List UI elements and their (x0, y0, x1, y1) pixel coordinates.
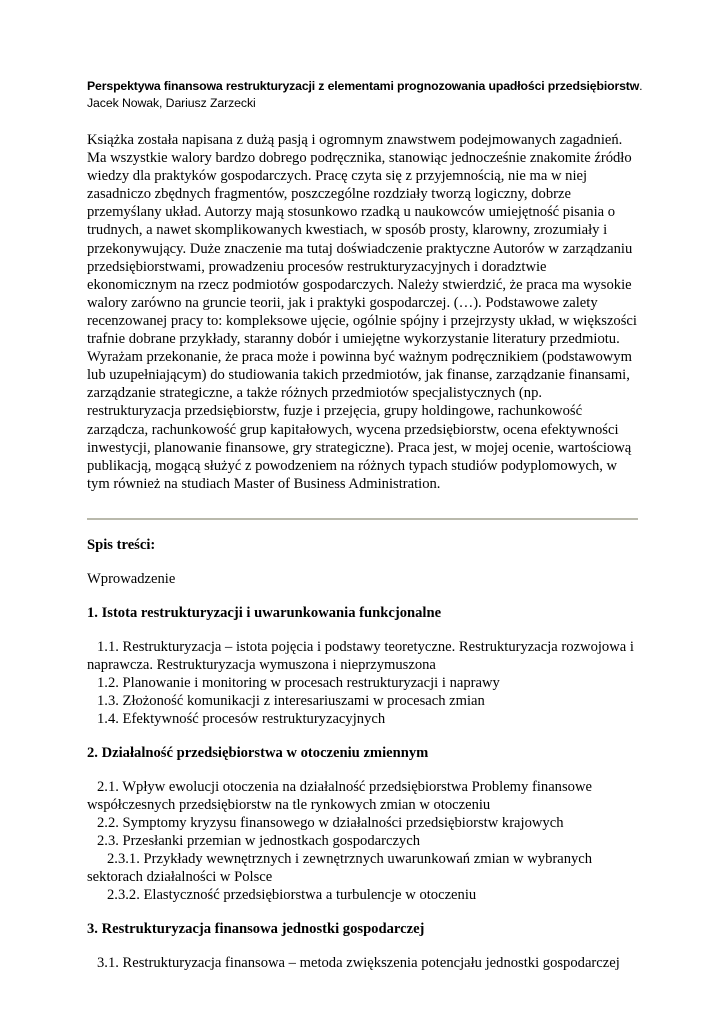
review-line: Książka została napisana z dużą pasją i ogromnym znawstwem podejmowanych zagadnień. (87, 132, 623, 148)
toc-entry: 3.1. Restrukturyzacja finansowa – metoda zwiększenia potencjału jednostki gospodarczej (97, 954, 620, 971)
review-line: przekonywujący. Duże znaczenie ma tutaj doświadczenie praktyczne Autorów w zarządzaniu (87, 240, 633, 257)
toc-entry: 1.4. Efektywność procesów restrukturyzacyjnych (97, 710, 386, 727)
review-line: zasadniczo zbędnych fragmentów, poszczególne rozdziały tworzą logiczny, dobrze (87, 186, 571, 203)
review-paragraph (87, 131, 639, 493)
review-line: tym również na studiach Master of Business Administration. (87, 475, 441, 492)
review-line: trudnych, a nawet skomplikowanych kwestiach, w sposób prosty, klarowny, zrozumiały i (87, 222, 608, 239)
toc-entry-continuation: współczesnych przedsiębiorstw na tle rynkowych zmian w otoczeniu (87, 796, 491, 813)
review-line: ekonomicznym na rzecz podmiotów gospodarczych. Należy stwierdzić, że praca ma wysokie (87, 276, 632, 293)
review-line: recenzowanej pracy to: kompleksowe ujęcie, ogólnie spójny i przejrzysty układ, w większości (87, 312, 637, 329)
toc-entry: 1.1. Restrukturyzacja – istota pojęcia i podstawy teoretyczne. Restrukturyzacja rozwojowa i (97, 638, 634, 655)
review-line: trafnie dobrane przykłady, staranny dobór i umiejętne wykorzystanie literatury przedmiotu. (87, 331, 620, 348)
toc-entry: 2.1. Wpływ ewolucji otoczenia na działalność przedsiębiorstwa Problemy finansowe (97, 778, 592, 795)
toc-entry: 2.2. Symptomy kryzysu finansowego w działalności przedsiębiorstw krajowych (97, 814, 564, 831)
book-title-text: Perspektywa finansowa restrukturyzacji z elementami prognozowania upadłości przedsiębiorstw (87, 79, 640, 93)
review-line: Wyrażam przekonanie, że praca może i powinna być ważnym podręcznikiem (podstawowym (87, 349, 632, 366)
book-title (87, 78, 643, 95)
review-line: restrukturyzacja przedsiębiorstw, fuzje i przejęcia, grupy holdingowe, rachunkowość (87, 403, 583, 420)
document-page (87, 78, 643, 972)
chapter-2-title: 2. Działalność przedsiębiorstwa w otoczeniu zmiennym (87, 744, 429, 761)
chapter-3-title: 3. Restrukturyzacja finansowa jednostki gospodarczej (87, 920, 425, 937)
toc-entry-continuation: naprawcza. Restrukturyzacja wymuszona i nieprzymuszona (87, 656, 436, 673)
toc-subentry: 2.3.1. Przykłady wewnętrznych i zewnętrznych uwarunkowań zmian w wybranych (107, 850, 593, 867)
book-title-period: . (639, 79, 643, 93)
review-line: lub uzupełniającym) do studiowania takich przedmiotów, jak finanse, zarządzanie finansami, (87, 367, 630, 384)
review-line: przemyślany układ. Autorzy mają stosunkowo rzadką u naukowców umiejętność pisania o (87, 204, 616, 221)
review-line: Ma wszystkie walory bardzo dobrego podręcznika, stanowiąc jednocześnie znakomite źródło (87, 150, 632, 167)
toc-subentry: 2.3.2. Elastyczność przedsiębiorstwa a turbulencje w otoczeniu (107, 886, 477, 903)
table-of-contents (87, 536, 639, 972)
chapter-2-items (87, 778, 639, 904)
chapter-3-items (87, 954, 639, 972)
review-line: inwestycji, planowanie finansowe, gry strategiczne). Praca jest, w mojej ocenie, wartościową (87, 439, 632, 456)
review-line: zarządcza, rachunkowość grup kapitałowych, wycena przedsiębiorstw, ocena efektywności (87, 421, 619, 438)
review-line: przedsiębiorstwami, prowadzeniu procesów restrukturyzacyjnych i doradztwie (87, 258, 547, 275)
toc-entry: 1.2. Planowanie i monitoring w procesach restrukturyzacji i naprawy (97, 674, 500, 691)
book-authors: Jacek Nowak, Dariusz Zarzecki (87, 96, 256, 110)
toc-entry: 1.3. Złożoność komunikacji z interesariuszami w procesach zmian (97, 692, 485, 709)
review-line: wiedzy dla praktyków gospodarczych. Pracę czyta się z przyjemnością, nie ma w niej (87, 168, 588, 185)
chapter-1-title: 1. Istota restrukturyzacji i uwarunkowania funkcjonalne (87, 604, 442, 621)
section-divider (87, 518, 638, 520)
review-line: walory zarówno na gruncie teorii, jak i praktyki gospodarczej. (…). Podstawowe zalety (87, 294, 598, 311)
review-line: publikacją, mogącą służyć z powodzeniem na różnych typach studiów podyplomowych, w (87, 457, 618, 474)
toc-intro: Wprowadzenie (87, 570, 176, 587)
review-line: zarządzanie strategiczne, a także różnych przedmiotów specjalistycznych (np. (87, 385, 543, 402)
toc-entry-continuation: sektorach działalności w Polsce (87, 868, 273, 885)
toc-heading: Spis treści: (87, 536, 156, 553)
chapter-1-items (87, 638, 639, 728)
toc-entry: 2.3. Przesłanki przemian w jednostkach gospodarczych (97, 832, 420, 849)
